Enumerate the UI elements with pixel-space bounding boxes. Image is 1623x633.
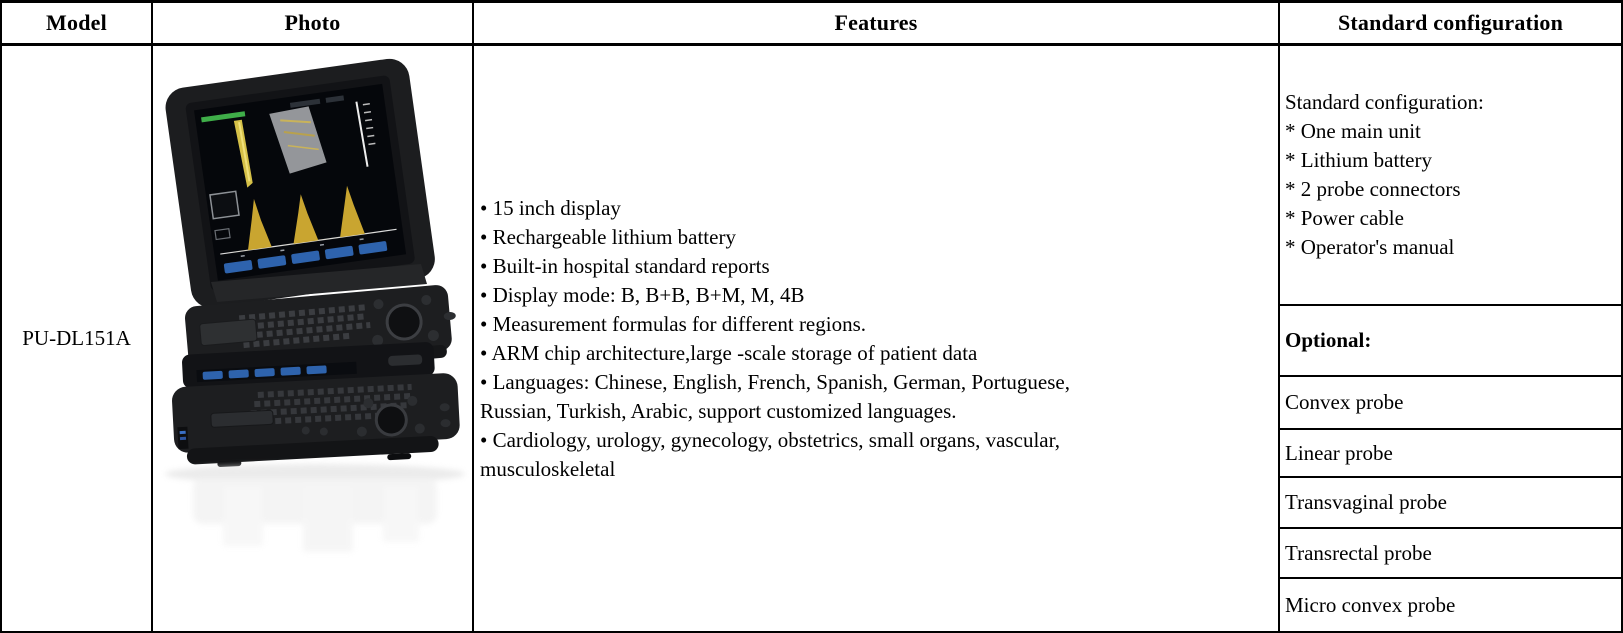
ultrasound-open-view <box>163 56 459 380</box>
product-photo <box>153 46 474 631</box>
standard-configuration-list <box>1280 46 1621 306</box>
feature-line: • Rechargeable lithium battery <box>480 224 736 249</box>
column-header-standard-configuration <box>1280 3 1621 46</box>
optional-probe-label: Transvaginal probe <box>1285 490 1447 514</box>
optional-probe-row <box>1280 430 1621 478</box>
standard-configuration-item: * Power cable <box>1285 206 1404 230</box>
feature-line: • ARM chip architecture,large -scale storage of patient data <box>480 340 978 365</box>
optional-probe-row <box>1280 529 1621 579</box>
features-cell <box>474 46 1280 631</box>
optional-probe-label: Linear probe <box>1285 440 1393 465</box>
standard-configuration-item: * Lithium battery <box>1285 148 1432 172</box>
standard-configuration-item: * 2 probe connectors <box>1285 177 1461 201</box>
model-cell <box>2 46 153 631</box>
feature-line: • Cardiology, urology, gynecology, obstetrics, small organs, vascular, <box>480 427 1061 452</box>
feature-line: musculoskeletal <box>480 456 616 481</box>
optional-probe-label: Convex probe <box>1285 390 1404 414</box>
column-header-standard-configuration-label: Standard configuration <box>1337 10 1564 35</box>
column-header-photo <box>153 3 474 46</box>
feature-line: Russian, Turkish, Arabic, support customized languages. <box>480 398 957 423</box>
feature-line: • Built-in hospital standard reports <box>480 253 770 278</box>
optional-probe-row <box>1280 377 1621 430</box>
optional-probe-label: Micro convex probe <box>1285 592 1456 617</box>
optional-label: Optional: <box>1285 328 1372 352</box>
side-port-blue-2 <box>180 431 186 434</box>
optional-probe-label: Transrectal probe <box>1285 540 1432 565</box>
column-header-features <box>474 3 1280 46</box>
touchpad <box>200 319 258 346</box>
trackball <box>386 304 423 341</box>
photo-cell <box>153 46 474 631</box>
optional-probe-row <box>1280 579 1621 631</box>
standard-configuration-item: * One main unit <box>1285 119 1421 143</box>
column-header-photo-label: Photo <box>284 10 341 35</box>
standard-configuration-item: * Operator's manual <box>1285 235 1455 259</box>
standard-configuration-title: Standard configuration: <box>1285 90 1484 114</box>
feature-line: • Display mode: B, B+B, B+M, M, 4B <box>480 282 805 307</box>
column-header-model <box>2 3 153 46</box>
reflection-shadow <box>165 464 465 552</box>
column-header-model-label: Model <box>46 10 107 35</box>
touch-slider <box>211 410 274 427</box>
optional-probe-row <box>1280 478 1621 529</box>
column-header-features-label: Features <box>834 10 918 35</box>
ultrasound-closed-view <box>170 341 462 472</box>
trackball-2 <box>376 404 408 436</box>
optional-label-cell <box>1280 306 1621 377</box>
screen-thumbnail-box <box>210 191 239 218</box>
model-number: PU-DL151A <box>22 326 131 350</box>
feature-line: • Languages: Chinese, English, French, Spanish, German, Portuguese, <box>480 369 1070 394</box>
standard-configuration-cell <box>1280 46 1621 631</box>
feature-line: • 15 inch display <box>480 195 621 220</box>
feature-line: • Measurement formulas for different regions. <box>480 311 867 336</box>
